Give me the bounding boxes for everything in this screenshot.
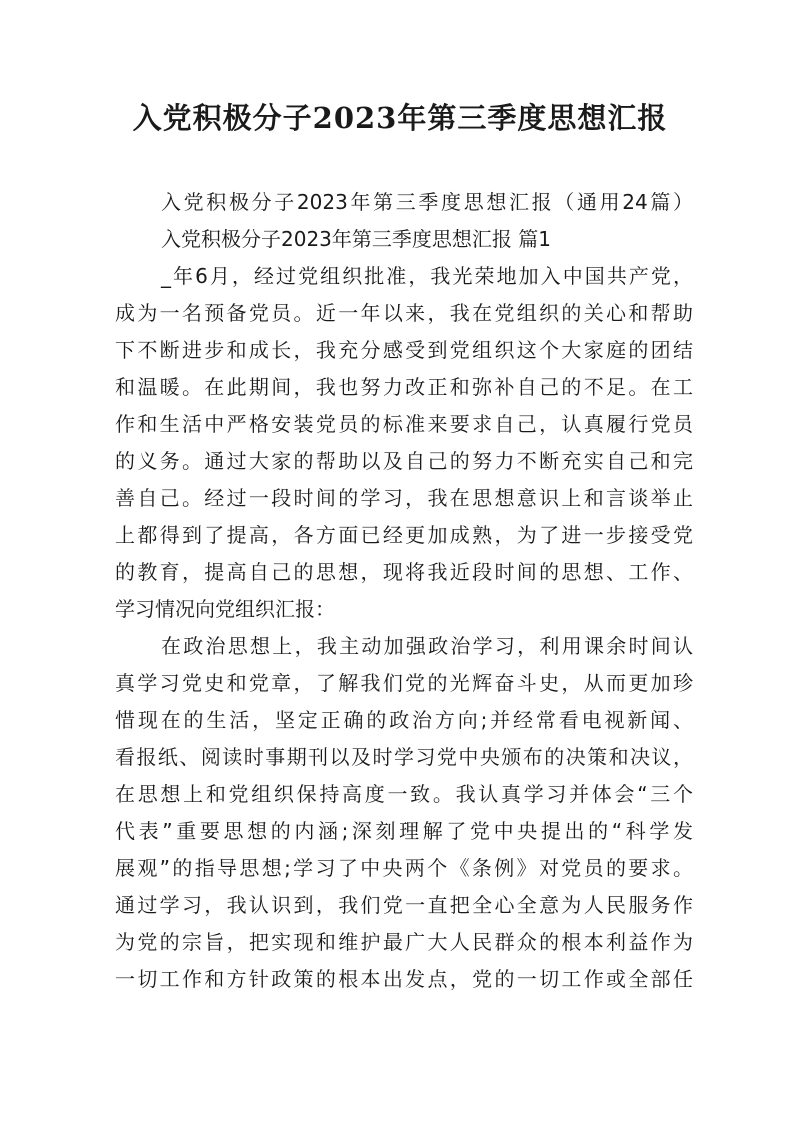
body-line: 惜现在的生活，坚定正确的政治方向;并经常看电视新闻、	[115, 708, 693, 732]
body-line: 的教育，提高自己的思想，现将我近段时间的思想、工作、	[115, 560, 693, 584]
body-line: 上都得到了提高，各方面已经更加成熟，为了进一步接受党	[115, 523, 693, 547]
body-line: 成为一名预备党员。近一年以来，我在党组织的关心和帮助	[115, 301, 693, 325]
body-line: 作和生活中严格安装党员的标准来要求自己，认真履行党员	[115, 412, 693, 436]
body-line: 看报纸、阅读时事期刊以及时学习党中央颁布的决策和决议，	[115, 745, 693, 769]
body-line: 展观”的指导思想;学习了中央两个《条例》对党员的要求。	[115, 856, 693, 880]
body-line: 为党的宗旨，把实现和维护最广大人民群众的根本利益作为	[115, 930, 693, 954]
body-line: 学习情况向党组织汇报：	[115, 597, 335, 621]
body-line: 代表”重要思想的内涵;深刻理解了党中央提出的“科学发	[115, 819, 693, 843]
document-title: 入党积极分子2023年第三季度思想汇报	[132, 101, 668, 135]
body-line: 入党积极分子2023年第三季度思想汇报（通用24篇）	[161, 190, 693, 214]
body-line: 的义务。通过大家的帮助以及自己的努力不断充实自己和完	[115, 449, 693, 473]
document-body	[115, 184, 693, 998]
body-line: 通过学习，我认识到，我们党一直把全心全意为人民服务作	[115, 893, 693, 917]
body-line: 和温暖。在此期间，我也努力改正和弥补自己的不足。在工	[115, 375, 693, 399]
body-line: 一切工作和方针政策的根本出发点，党的一切工作或全部任	[115, 967, 693, 991]
body-line: 入党积极分子2023年第三季度思想汇报 篇1	[161, 227, 551, 251]
body-line: 下不断进步和成长，我充分感受到党组织这个大家庭的团结	[115, 338, 693, 362]
body-line: _年6月，经过党组织批准，我光荣地加入中国共产党，	[161, 264, 693, 288]
body-line: 在思想上和党组织保持高度一致。我认真学习并体会“三个	[115, 782, 693, 806]
body-line: 善自己。经过一段时间的学习，我在思想意识上和言谈举止	[115, 486, 693, 510]
body-line: 真学习党史和党章，了解我们党的光辉奋斗史，从而更加珍	[115, 671, 693, 695]
body-line: 在政治思想上，我主动加强政治学习，利用课余时间认	[161, 634, 693, 658]
